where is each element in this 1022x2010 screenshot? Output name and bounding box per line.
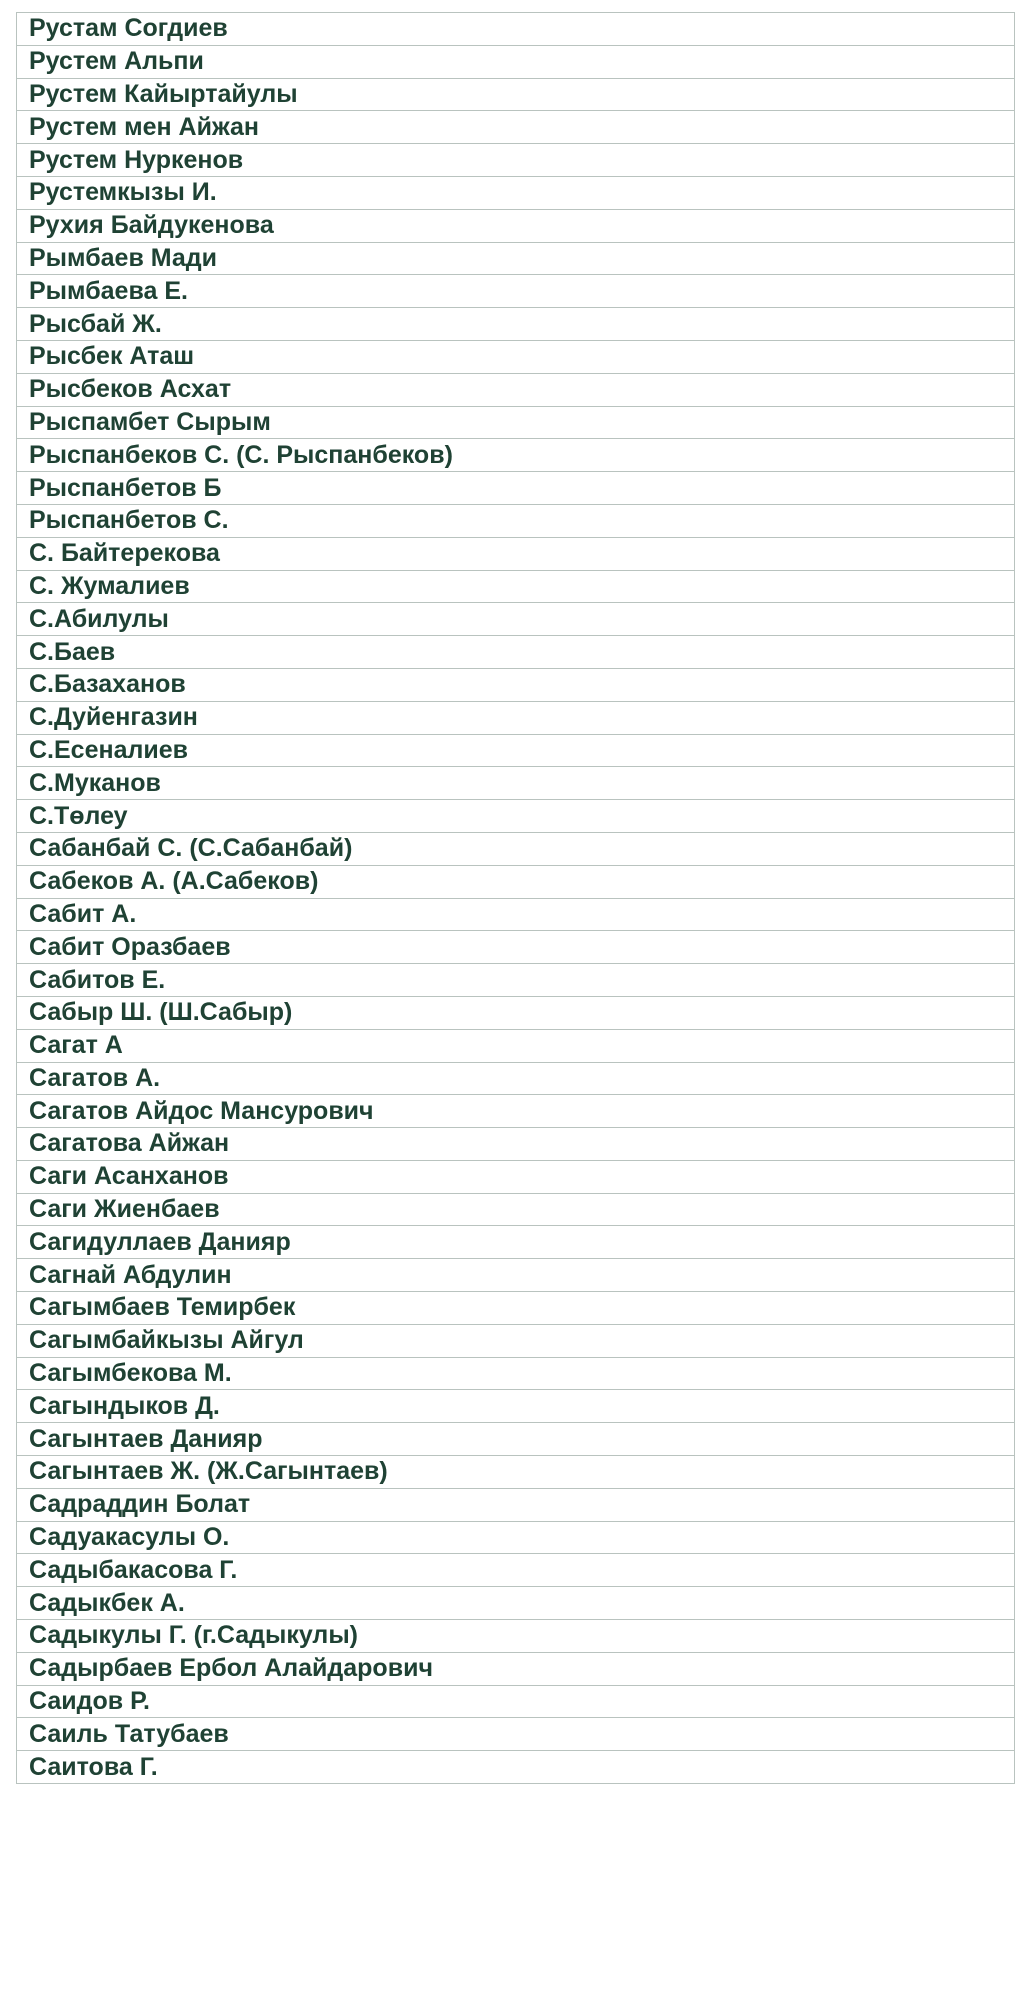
table-row	[17, 439, 1015, 472]
name-cell: Садыкбек А.	[17, 1587, 1015, 1620]
name-cell: Сабанбай С. (С.Сабанбай)	[17, 832, 1015, 865]
name-cell: Рухия Байдукенова	[17, 209, 1015, 242]
table-row	[17, 1587, 1015, 1620]
table-row	[17, 865, 1015, 898]
table-row	[17, 964, 1015, 997]
name-cell: Саидов Р.	[17, 1685, 1015, 1718]
name-cell: Садырбаев Ербол Алайдарович	[17, 1652, 1015, 1685]
table-row	[17, 996, 1015, 1029]
name-cell: С.Абилулы	[17, 603, 1015, 636]
name-cell: Рустем Нуркенов	[17, 144, 1015, 177]
name-cell: Рустем Альпи	[17, 45, 1015, 78]
name-cell: Сагымбекова М.	[17, 1357, 1015, 1390]
name-cell: Сагнай Абдулин	[17, 1259, 1015, 1292]
table-row	[17, 832, 1015, 865]
name-cell: Рустемкызы И.	[17, 176, 1015, 209]
name-cell: Рустем мен Айжан	[17, 111, 1015, 144]
table-row	[17, 1357, 1015, 1390]
table-row	[17, 603, 1015, 636]
name-cell: Сагынтаев Ж. (Ж.Сагынтаев)	[17, 1456, 1015, 1489]
name-cell: Садраддин Болат	[17, 1488, 1015, 1521]
table-row	[17, 504, 1015, 537]
table-row	[17, 931, 1015, 964]
table-row	[17, 1128, 1015, 1161]
table-row	[17, 1390, 1015, 1423]
table-row	[17, 1488, 1015, 1521]
name-cell: Сабыр Ш. (Ш.Сабыр)	[17, 996, 1015, 1029]
table-row	[17, 472, 1015, 505]
names-table	[16, 12, 1015, 1784]
table-row	[17, 1718, 1015, 1751]
table-row	[17, 800, 1015, 833]
table-row	[17, 1620, 1015, 1653]
table-row	[17, 1685, 1015, 1718]
name-cell: С.Баев	[17, 636, 1015, 669]
name-cell: Садыкулы Г. (г.Садыкулы)	[17, 1620, 1015, 1653]
table-row	[17, 570, 1015, 603]
name-cell: Рыспанбетов С.	[17, 504, 1015, 537]
name-cell: Рустам Согдиев	[17, 13, 1015, 46]
table-row	[17, 1751, 1015, 1784]
table-row	[17, 1521, 1015, 1554]
name-cell: Сагат А	[17, 1029, 1015, 1062]
table-row	[17, 275, 1015, 308]
table-row	[17, 537, 1015, 570]
table-row	[17, 1423, 1015, 1456]
name-cell: Саиль Татубаев	[17, 1718, 1015, 1751]
name-cell: Рымбаева Е.	[17, 275, 1015, 308]
table-row	[17, 767, 1015, 800]
name-cell: Сагымбаев Темирбек	[17, 1292, 1015, 1325]
name-cell: Рысбек Аташ	[17, 340, 1015, 373]
name-cell: Сагатова Айжан	[17, 1128, 1015, 1161]
table-row	[17, 1095, 1015, 1128]
table-row	[17, 373, 1015, 406]
name-cell: Сабит Оразбаев	[17, 931, 1015, 964]
table-row	[17, 308, 1015, 341]
names-list-page	[16, 12, 1015, 1784]
table-row	[17, 1456, 1015, 1489]
name-cell: С.Базаханов	[17, 668, 1015, 701]
table-row	[17, 111, 1015, 144]
table-row	[17, 1554, 1015, 1587]
name-cell: Сагынтаев Данияр	[17, 1423, 1015, 1456]
table-row	[17, 209, 1015, 242]
table-row	[17, 1324, 1015, 1357]
name-cell: Рысбеков Асхат	[17, 373, 1015, 406]
table-row	[17, 1062, 1015, 1095]
name-cell: Сабитов Е.	[17, 964, 1015, 997]
table-row	[17, 1652, 1015, 1685]
table-row	[17, 1259, 1015, 1292]
name-cell: Сабеков А. (А.Сабеков)	[17, 865, 1015, 898]
name-cell: Саитова Г.	[17, 1751, 1015, 1784]
table-row	[17, 176, 1015, 209]
name-cell: Сабит А.	[17, 898, 1015, 931]
name-cell: Рыспанбеков С. (С. Рыспанбеков)	[17, 439, 1015, 472]
name-cell: Рыспамбет Сырым	[17, 406, 1015, 439]
table-row	[17, 78, 1015, 111]
table-row	[17, 734, 1015, 767]
table-row	[17, 1193, 1015, 1226]
name-cell: С. Жумалиев	[17, 570, 1015, 603]
name-cell: Рымбаев Мади	[17, 242, 1015, 275]
name-cell: С.Төлеу	[17, 800, 1015, 833]
table-row	[17, 1292, 1015, 1325]
name-cell: Рысбай Ж.	[17, 308, 1015, 341]
table-row	[17, 668, 1015, 701]
name-cell: С.Дуйенгазин	[17, 701, 1015, 734]
table-row	[17, 144, 1015, 177]
table-row	[17, 1226, 1015, 1259]
table-row	[17, 406, 1015, 439]
table-row	[17, 636, 1015, 669]
table-row	[17, 242, 1015, 275]
name-cell: С. Байтерекова	[17, 537, 1015, 570]
name-cell: Сагатов Айдос Мансурович	[17, 1095, 1015, 1128]
name-cell: Сагатов А.	[17, 1062, 1015, 1095]
name-cell: Сагидуллаев Данияр	[17, 1226, 1015, 1259]
name-cell: Сагындыков Д.	[17, 1390, 1015, 1423]
name-cell: С.Есеналиев	[17, 734, 1015, 767]
table-row	[17, 45, 1015, 78]
name-cell: Садуакасулы О.	[17, 1521, 1015, 1554]
table-row	[17, 13, 1015, 46]
name-cell: С.Муканов	[17, 767, 1015, 800]
name-cell: Саги Асанханов	[17, 1160, 1015, 1193]
name-cell: Рустем Кайыртайулы	[17, 78, 1015, 111]
table-row	[17, 898, 1015, 931]
table-row	[17, 701, 1015, 734]
table-row	[17, 1029, 1015, 1062]
table-row	[17, 340, 1015, 373]
name-cell: Рыспанбетов Б	[17, 472, 1015, 505]
name-cell: Сагымбайкызы Айгул	[17, 1324, 1015, 1357]
table-row	[17, 1160, 1015, 1193]
name-cell: Саги Жиенбаев	[17, 1193, 1015, 1226]
name-cell: Садыбакасова Г.	[17, 1554, 1015, 1587]
names-table-body	[17, 13, 1015, 1784]
